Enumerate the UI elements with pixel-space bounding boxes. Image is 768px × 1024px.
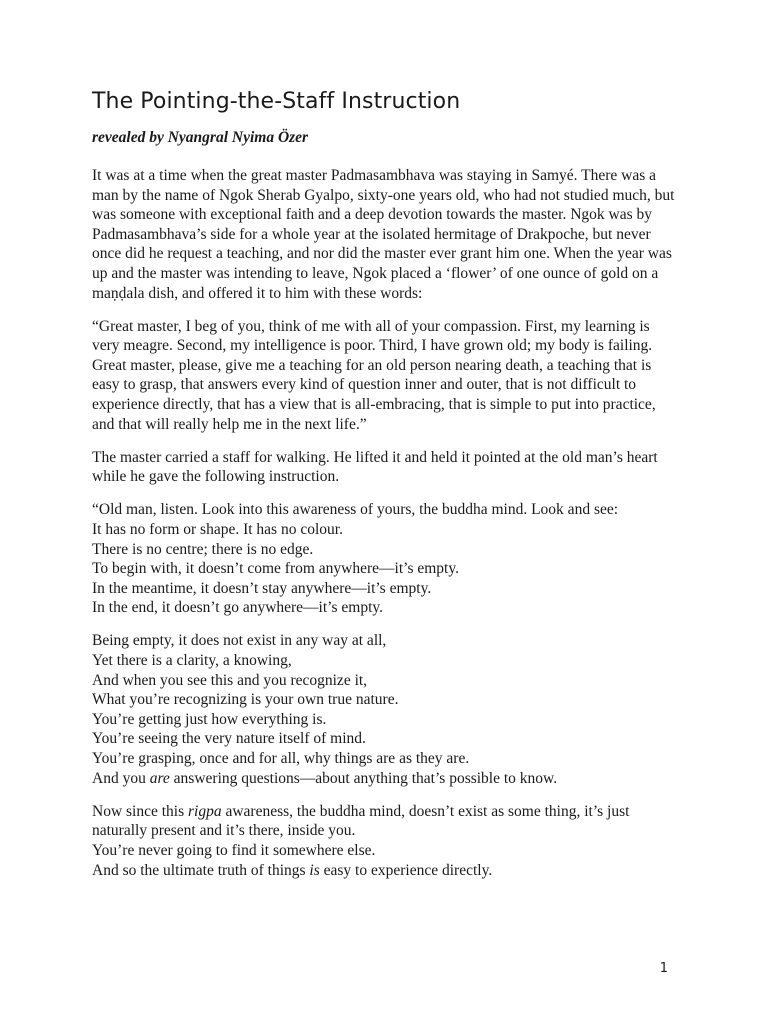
page-number: 1 bbox=[659, 961, 668, 976]
text-run: The master carried a staff for walking. He lifted it and held it pointed at the old man’s heart while he gave the following instruction. bbox=[92, 448, 658, 486]
document-title: The Pointing-the-Staff Instruction bbox=[92, 89, 461, 114]
para-old-man-listen bbox=[92, 500, 676, 618]
document-subtitle: revealed by Nyangral Nyima Özer bbox=[92, 129, 309, 146]
document-body bbox=[92, 166, 676, 880]
para-being-empty bbox=[92, 631, 676, 788]
text-run: Now since this bbox=[92, 802, 189, 820]
para-ngok-request bbox=[92, 317, 676, 435]
text-run: awareness, the buddha mind, doesn’t exist as some thing, it’s just naturally present and it’s there, inside you. You’re never going to find it somewhere else. And so the ultimate truth of things bbox=[92, 802, 630, 879]
text-run: easy to experience directly. bbox=[319, 861, 493, 879]
text-run: “Great master, I beg of you, think of me with all of your compassion. First, my learning is very meagre. Second, my intelligence is poor. Third, I have grown old; my body is failing. Great master, please, give me a teaching for an old person nearing death, a teaching that is easy to grasp, that answers every kind of question inner and outer, that is not difficult to experience directly, that has a view that is all-embracing, that is simple to put into practice, and that will really help me in the next life.” bbox=[92, 317, 656, 433]
italic-text: are bbox=[149, 769, 170, 787]
text-run: “Old man, listen. Look into this awareness of yours, the buddha mind. Look and see: It has no form or shape. It has no colour. There is no centre; there is no edge. To begin with, it doesn’t come from anywhere—it’s empty. In the meantime, it doesn’t stay anywhere—it’s empty. In the end, it doesn’t go anywhere—it’s empty. bbox=[92, 501, 619, 617]
italic-text: rigpa bbox=[188, 802, 222, 820]
para-staff bbox=[92, 448, 676, 487]
text-run: Being empty, it does not exist in any way at all, Yet there is a clarity, a knowing, And when you see this and you recognize it, What you’re recognizing is your own true nature. You’re getting just how everything is. You’re seeing the very nature itself of mind. You’re grasping, once and for all, why things are as they are. And you bbox=[92, 632, 470, 787]
text-run: It was at a time when the great master Padmasambhava was staying in Samyé. There was a man by the name of Ngok Sherab Gyalpo, sixty-one years old, who had not studied much, but was someone with exceptional faith and a deep devotion towards the master. Ngok was by Padmasambhava’s side for a whole year at the isolated hermitage of Drakpoche, but never once did he request a teaching, and nor did the master ever grant him one. When the year was up and the master was intending to leave, Ngok placed a ‘flower’ of one ounce of gold on a maṇḍala dish, and offered it to him with these words: bbox=[92, 167, 675, 302]
text-run: answering questions—about anything that’s possible to know. bbox=[169, 769, 558, 787]
para-rigpa bbox=[92, 802, 676, 880]
para-samye-intro bbox=[92, 166, 676, 303]
italic-text: is bbox=[309, 861, 320, 879]
